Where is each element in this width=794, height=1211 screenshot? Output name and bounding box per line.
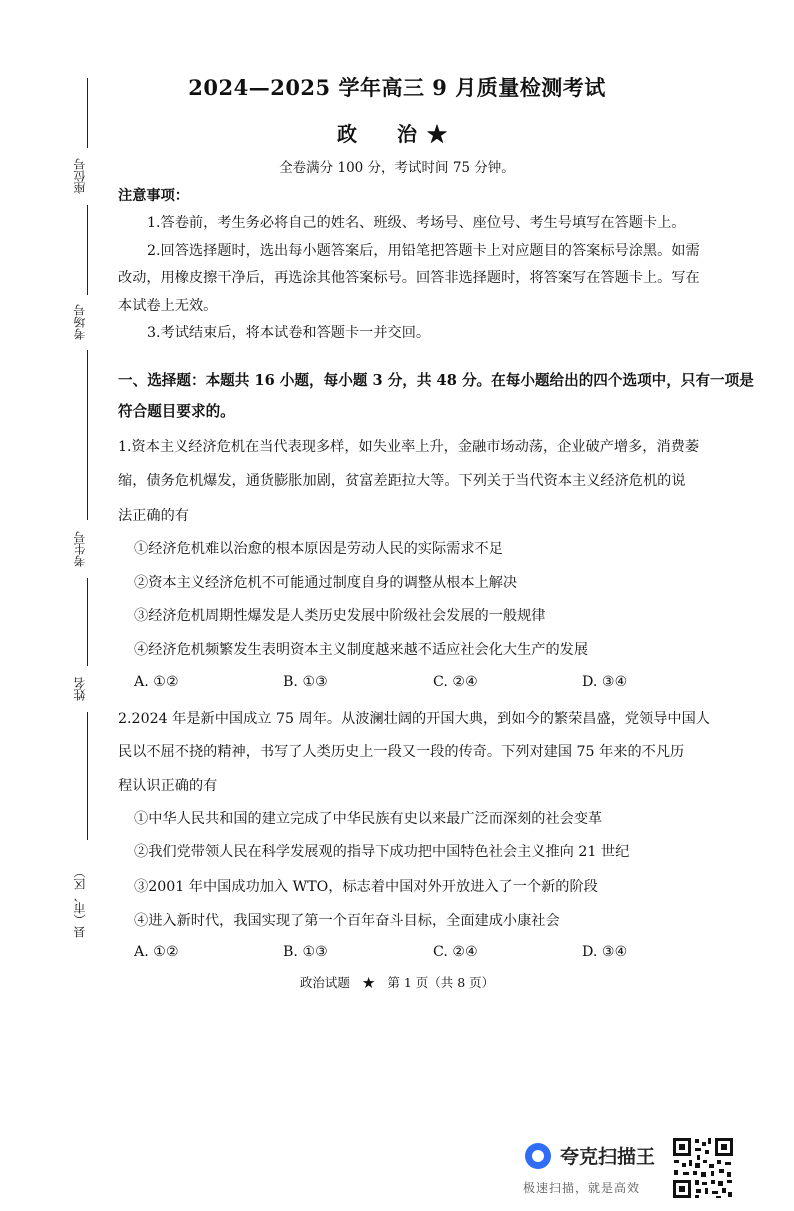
binding-line (87, 712, 88, 840)
exam-info: 全卷满分 100 分，考试时间 75 分钟。 (279, 160, 515, 176)
option-a: A. ①② (134, 674, 179, 690)
name-label: 姓名 (73, 677, 87, 701)
note-item: 改动，用橡皮擦干净后，再选涂其他答案标号。回答非选择题时，将答案写在答题卡上。写在 (118, 270, 700, 286)
option-a: A. ①② (134, 944, 179, 960)
option-c: C. ②④ (433, 674, 478, 690)
question-statement: ②我们党带领人民在科学发展观的指导下成功把中国特色社会主义推向 21 世纪 (134, 844, 630, 860)
question-statement: ③2001 年中国成功加入 WTO，标志着中国对外开放进入了一个新的阶段 (134, 879, 598, 895)
option-d: D. ③④ (582, 674, 628, 690)
section-heading-cont: 符合题目要求的。 (118, 403, 235, 420)
subject-title: 政 治★ (337, 122, 457, 146)
note-item: 本试卷上无效。 (118, 298, 218, 314)
binding-line (87, 578, 88, 666)
question-stem: 1.资本主义经济危机在当代表现多样，如失业率上升，金融市场动荡，企业破产增多，消费萎 (118, 439, 700, 455)
option-b: B. ①③ (283, 944, 328, 960)
note-item: 3.考试结束后，将本试卷和答题卡一并交回。 (147, 325, 431, 341)
page-footer: 政治试题 ★ 第 1 页（共 8 页） (299, 975, 495, 990)
question-stem: 程认识正确的有 (118, 778, 218, 794)
binding-line (87, 205, 88, 295)
seat-number-label: 座位号 (73, 158, 87, 194)
note-item: 1.答卷前，考生务必将自己的姓名、班级、考场号、座位号、考生号填写在答题卡上。 (147, 215, 686, 231)
option-b: B. ①③ (283, 674, 328, 690)
question-statement: ①经济危机难以治愈的根本原因是劳动人民的实际需求不足 (134, 541, 503, 557)
question-statement: ①中华人民共和国的建立完成了中华民族有史以来最广泛而深刻的社会变革 (134, 811, 603, 827)
exam-room-label: 考场号 (73, 304, 87, 340)
question-statement: ④经济危机频繁发生表明资本主义制度越来越不适应社会化大生产的发展 (134, 642, 589, 658)
option-c: C. ②④ (433, 944, 478, 960)
question-statement: ③经济危机周期性爆发是人类历史发展中阶级社会发展的一般规律 (134, 608, 546, 624)
question-statement: ②资本主义经济危机不可能通过制度自身的调整从根本上解决 (134, 575, 518, 591)
binding-line (87, 350, 88, 520)
question-stem: 缩，债务危机爆发，通货膨胀加剧，贫富差距拉大等。下列关于当代资本主义经济危机的说 (118, 473, 686, 489)
question-stem: 2.2024 年是新中国成立 75 周年。从波澜壮阔的开国大典，到如今的繁荣昌盛，党领导中国人 (118, 711, 710, 727)
option-d: D. ③④ (582, 944, 628, 960)
question-stem: 民以不屈不挠的精神，书写了人类历史上一段又一段的传奇。下列对建国 75 年来的不凡历 (118, 744, 685, 760)
question-statement: ④进入新时代，我国实现了第一个百年奋斗目标，全面建成小康社会 (134, 913, 560, 929)
scanner-tagline: 极速扫描，就是高效 (523, 1181, 641, 1195)
notes-heading: 注意事项： (118, 188, 189, 204)
county-label: 县（市、区） (73, 866, 87, 938)
note-item: 2.回答选择题时，选出每小题答案后，用铅笔把答题卡上对应题目的答案标号涂黑。如需 (147, 243, 700, 259)
scanner-logo-icon (525, 1143, 551, 1169)
exam-title: 2024—2025 学年高三 9 月质量检测考试 (188, 75, 606, 100)
candidate-number-label: 考生号 (73, 531, 87, 567)
qr-code-icon (671, 1136, 735, 1200)
section-heading: 一、选择题：本题共 16 小题，每小题 3 分，共 48 分。在每小题给出的四个选项中，只有一项是 (118, 372, 754, 389)
question-stem: 法正确的有 (118, 508, 189, 524)
scanner-brand: 夸克扫描王 (560, 1146, 656, 1168)
